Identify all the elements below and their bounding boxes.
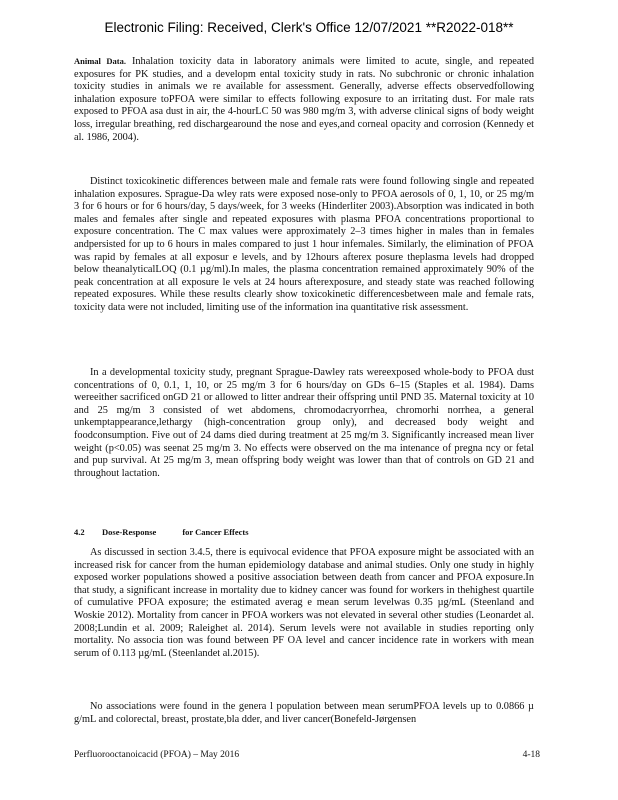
toxicokinetic-paragraph: Distinct toxicokinetic differences between male and female rats were found following single and repeated inhalation exposures. Sprague-Da wley rats were exposed nose-only to PFOA aerosols of 0, 1, 10, or 25 mg/m 3 for 6 hours or for 6 hours/day, 5 days/week, for 3 weeks (Hinderliter 2003).Absorption was indicated in both males and females after single and repeated exposures with plasma PFOA concentrations proportional to exposure concentration. The C max values were approximately 2–3 times higher in males than in females andpersisted for up to 6 hours in males compared to just 1 hour infemales. Similarly, the elimination of PFOA was rapid by females at all exposur e levels, and by 12hours afterex posure theplasma levels had dropped below theanalyticalLOQ (0.1 µg/ml).In males, the plasma concentration remained approximately 90% of the peak concentration at all exposure le vels at 24 hours afterexposure, and steady state was reached following repeated exposures. While these results clearly show toxicokinetic differencesbetween male and female rats, toxicity data were not included, limiting use of the information ina quantitative risk assessment. xyxy=(74,176,534,313)
filing-header: Electronic Filing: Received, Clerk's Office 12/07/2021 **R2022-018** xyxy=(104,20,514,35)
section-number: 4.2 xyxy=(74,527,85,537)
animal-data-heading: Animal Data. xyxy=(74,56,126,66)
cancer-equivocal-paragraph: As discussed in section 3.4.5, there is equivocal evidence that PFOA exposure might be associated with an increased risk for cancer from the human epidemiology database and animal studies. Only one study in highly exposed worker populations showed a positive association between death from cancer and PFOA exposure.In that study, a significant increase in mortality due to kidney cancer was found for workers in thehighest quartile of cumulative PFOA exposure; the estimated averag e mean serum levelwas 0.35 µg/mL (Steenland and Woskie 2012). Mortality from cancer in PFOA workers was not elevated in several other studies (Leonardet al. 2008;Lundin et al. 2009; Raleighet al. 2014). Serum levels were not available in studies reporting only mortality. No associa tion was found between PF OA level and cancer incidence rate in workers with mean serum of 0.113 µg/mL (Steenlandet al.2015). xyxy=(74,547,534,659)
cancer-no-association-paragraph: No associations were found in the genera l population between mean serumPFOA levels up to 0.0866 µ g/mL and colorectal, breast, prostate,bla dder, and liver cancer(Bonefeld-Jørgensen xyxy=(74,701,534,725)
section-title-part1: Dose-Response xyxy=(102,527,157,537)
section-title-part2: for Cancer Effects xyxy=(182,527,249,537)
developmental-toxicity-paragraph: In a developmental toxicity study, pregnant Sprague-Dawley rats wereexposed whole-body to PFOA dust concentrations of 0, 0.1, 1, 10, or 25 mg/m 3 for 6 hours/day on GDs 6–15 (Staples et al. 1984). Dams wereeither sacrificed onGD 21 or allowed to litter andrear their offspring until PND 35. Maternal toxicity at 10 and 25 mg/m 3 consisted of wet abdomens, chromodacryorrhea, chromorhi norrhea, a general unkemptappearance,lethargy (high-concentration group only), and decreased body weight and foodconsumption. Five out of 24 dams died during treatment at 25 mg/m 3. Significantly increased mean liver weight (p<0.05) was seenat 25 mg/m 3. No effects were observed on the ma intenance of pregna ncy or fetal and pup survival. At 25 mg/m 3, mean offspring body weight was lower than that of controls on GD 21 and throughout lactation. xyxy=(74,367,534,479)
animal-data-paragraph xyxy=(74,55,534,144)
page-number: 4-18 xyxy=(522,750,540,760)
section-heading-4-2 xyxy=(74,527,534,537)
animal-data-text: Inhalation toxicity data in laboratory animals were limited to acute, single, and repeated exposures for PK studies, and a developm ental toxicity study in rats. No subchronic or chronic inhalation toxicity studies in animals we re available for assessment. Generally, adverse effects observedfollowing inhalation exposure toPFOA were similar to effects following exposure to an irritating dust. For male rats exposed to PFOA asa dust in air, the 4-hourLC 50 was 980 mg/m 3, with adverse clinical signs of body weight loss, irregular breathing, red dischargearound the nose and eyes,and corneal opacity and corrosion (Kennedy et al. 1986, 2004). xyxy=(74,56,535,143)
footer-document-title: Perfluorooctanoicacid (PFOA) – May 2016 xyxy=(74,750,240,760)
